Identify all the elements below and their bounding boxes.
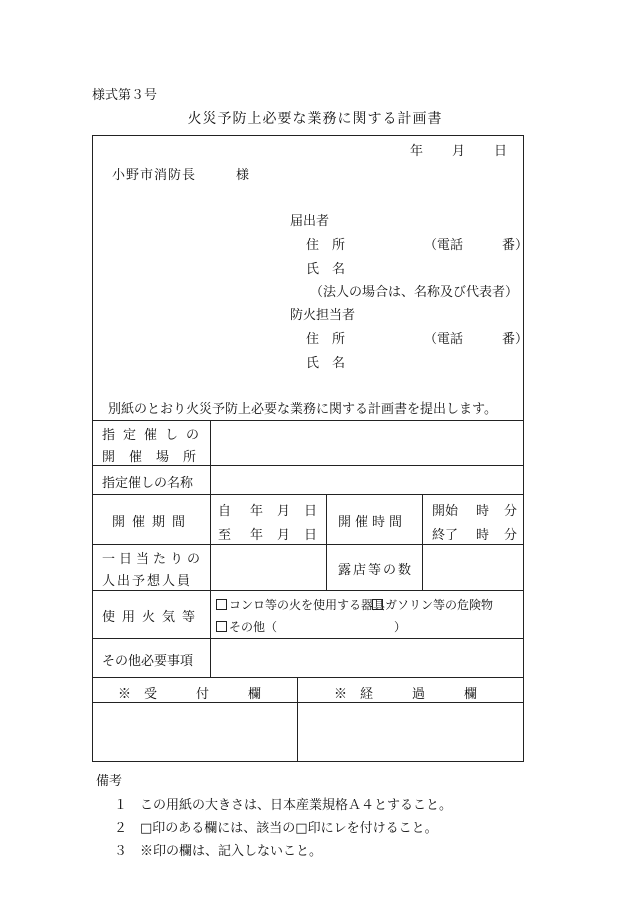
rule-line <box>92 420 524 421</box>
notifier-name-label: 氏 名 <box>306 262 346 277</box>
stalls-label: 露店等の数 <box>338 563 414 578</box>
rule-line <box>92 702 524 703</box>
time-end-minute: 分 <box>504 528 518 543</box>
event-name-label: 指定催しの名称 <box>102 476 194 491</box>
period-from-year: 年 <box>250 504 264 519</box>
submission-statement: 別紙のとおり火災予防上必要な業務に関する計画書を提出します。 <box>108 402 497 417</box>
time-label: 開催時間 <box>338 515 407 530</box>
document-title: 火災予防上必要な業務に関する計画書 <box>187 111 443 127</box>
period-to-day: 日 <box>304 528 318 543</box>
rule-line <box>297 677 298 762</box>
note-text: この用紙の大きさは、日本産業規格Ａ４とすること。 <box>140 798 453 813</box>
note-number: ２ <box>114 821 128 836</box>
notifier-address-label: 住 所 <box>306 238 346 253</box>
period-from-month: 月 <box>277 504 291 519</box>
venue-label-line2: 開催場所 <box>102 450 211 465</box>
fire-usage-label: 使用火気等 <box>102 610 203 625</box>
fire-manager-name-label: 氏 名 <box>306 356 346 371</box>
checkbox-other[interactable] <box>216 621 227 632</box>
note-text: □印のある欄には、該当の□印にレを付けること。 <box>140 821 438 836</box>
fire-option-hazardous-label: ガソリン等の危険物 <box>385 598 494 612</box>
rule-line <box>210 420 211 677</box>
addressee-honorific: 様 <box>236 168 250 183</box>
fire-manager-label: 防火担当者 <box>290 308 356 323</box>
notifier-label: 届出者 <box>290 214 330 229</box>
time-start-label: 開始 <box>432 504 459 519</box>
period-label: 開催期間 <box>112 515 193 530</box>
period-from-day: 日 <box>304 504 318 519</box>
rule-line <box>422 494 423 590</box>
other-matters-label: その他必要事項 <box>102 654 194 669</box>
attendance-label-line2: 人出予想人員 <box>102 574 193 589</box>
rule-line <box>92 544 524 545</box>
time-end-hour: 時 <box>476 528 490 543</box>
progress-column-header: ※ 経 過 欄 <box>334 687 478 702</box>
period-to-year: 年 <box>250 528 264 543</box>
fire-option-other[interactable] <box>216 618 277 635</box>
fire-option-other-close: ） <box>394 620 407 634</box>
notifier-corporate-note: （法人の場合は、名称及び代表者） <box>310 285 519 300</box>
fire-manager-address-label: 住 所 <box>306 332 346 347</box>
notes-heading: 備考 <box>96 774 123 789</box>
form-number: 様式第３号 <box>92 88 158 103</box>
fire-option-hazardous[interactable] <box>372 596 493 613</box>
time-end-label: 終了 <box>432 528 459 543</box>
checkbox-stove[interactable] <box>216 599 227 610</box>
rule-line <box>92 677 524 678</box>
checkbox-hazardous[interactable] <box>372 599 383 610</box>
fire-option-stove[interactable] <box>216 596 385 613</box>
notifier-phone: （電話 番） <box>424 238 529 253</box>
period-to-prefix: 至 <box>218 528 232 543</box>
rule-line <box>92 465 524 466</box>
time-start-hour: 時 <box>476 504 490 519</box>
rule-line <box>92 494 524 495</box>
note-text: ※印の欄は、記入しないこと。 <box>140 844 323 859</box>
attendance-label-line1: 一日当たりの <box>102 552 205 567</box>
date-day-label: 日 <box>494 144 508 159</box>
reception-column-header: ※ 受 付 欄 <box>118 687 262 702</box>
period-to-month: 月 <box>277 528 291 543</box>
period-from-prefix: 自 <box>218 504 232 519</box>
venue-label-line1: 指定催しの <box>102 428 208 443</box>
fire-option-other-label: その他（ <box>229 620 278 634</box>
addressee: 小野市消防長 <box>112 168 197 183</box>
fire-manager-phone: （電話 番） <box>424 332 529 347</box>
date-year-label: 年 <box>410 144 424 159</box>
fire-option-stove-label: コンロ等の火を使用する器具 <box>229 598 386 612</box>
rule-line <box>92 638 524 639</box>
rule-line <box>326 494 327 590</box>
time-start-minute: 分 <box>504 504 518 519</box>
rule-line <box>92 590 524 591</box>
note-number: １ <box>114 798 128 813</box>
note-number: ３ <box>114 844 128 859</box>
date-month-label: 月 <box>452 144 466 159</box>
